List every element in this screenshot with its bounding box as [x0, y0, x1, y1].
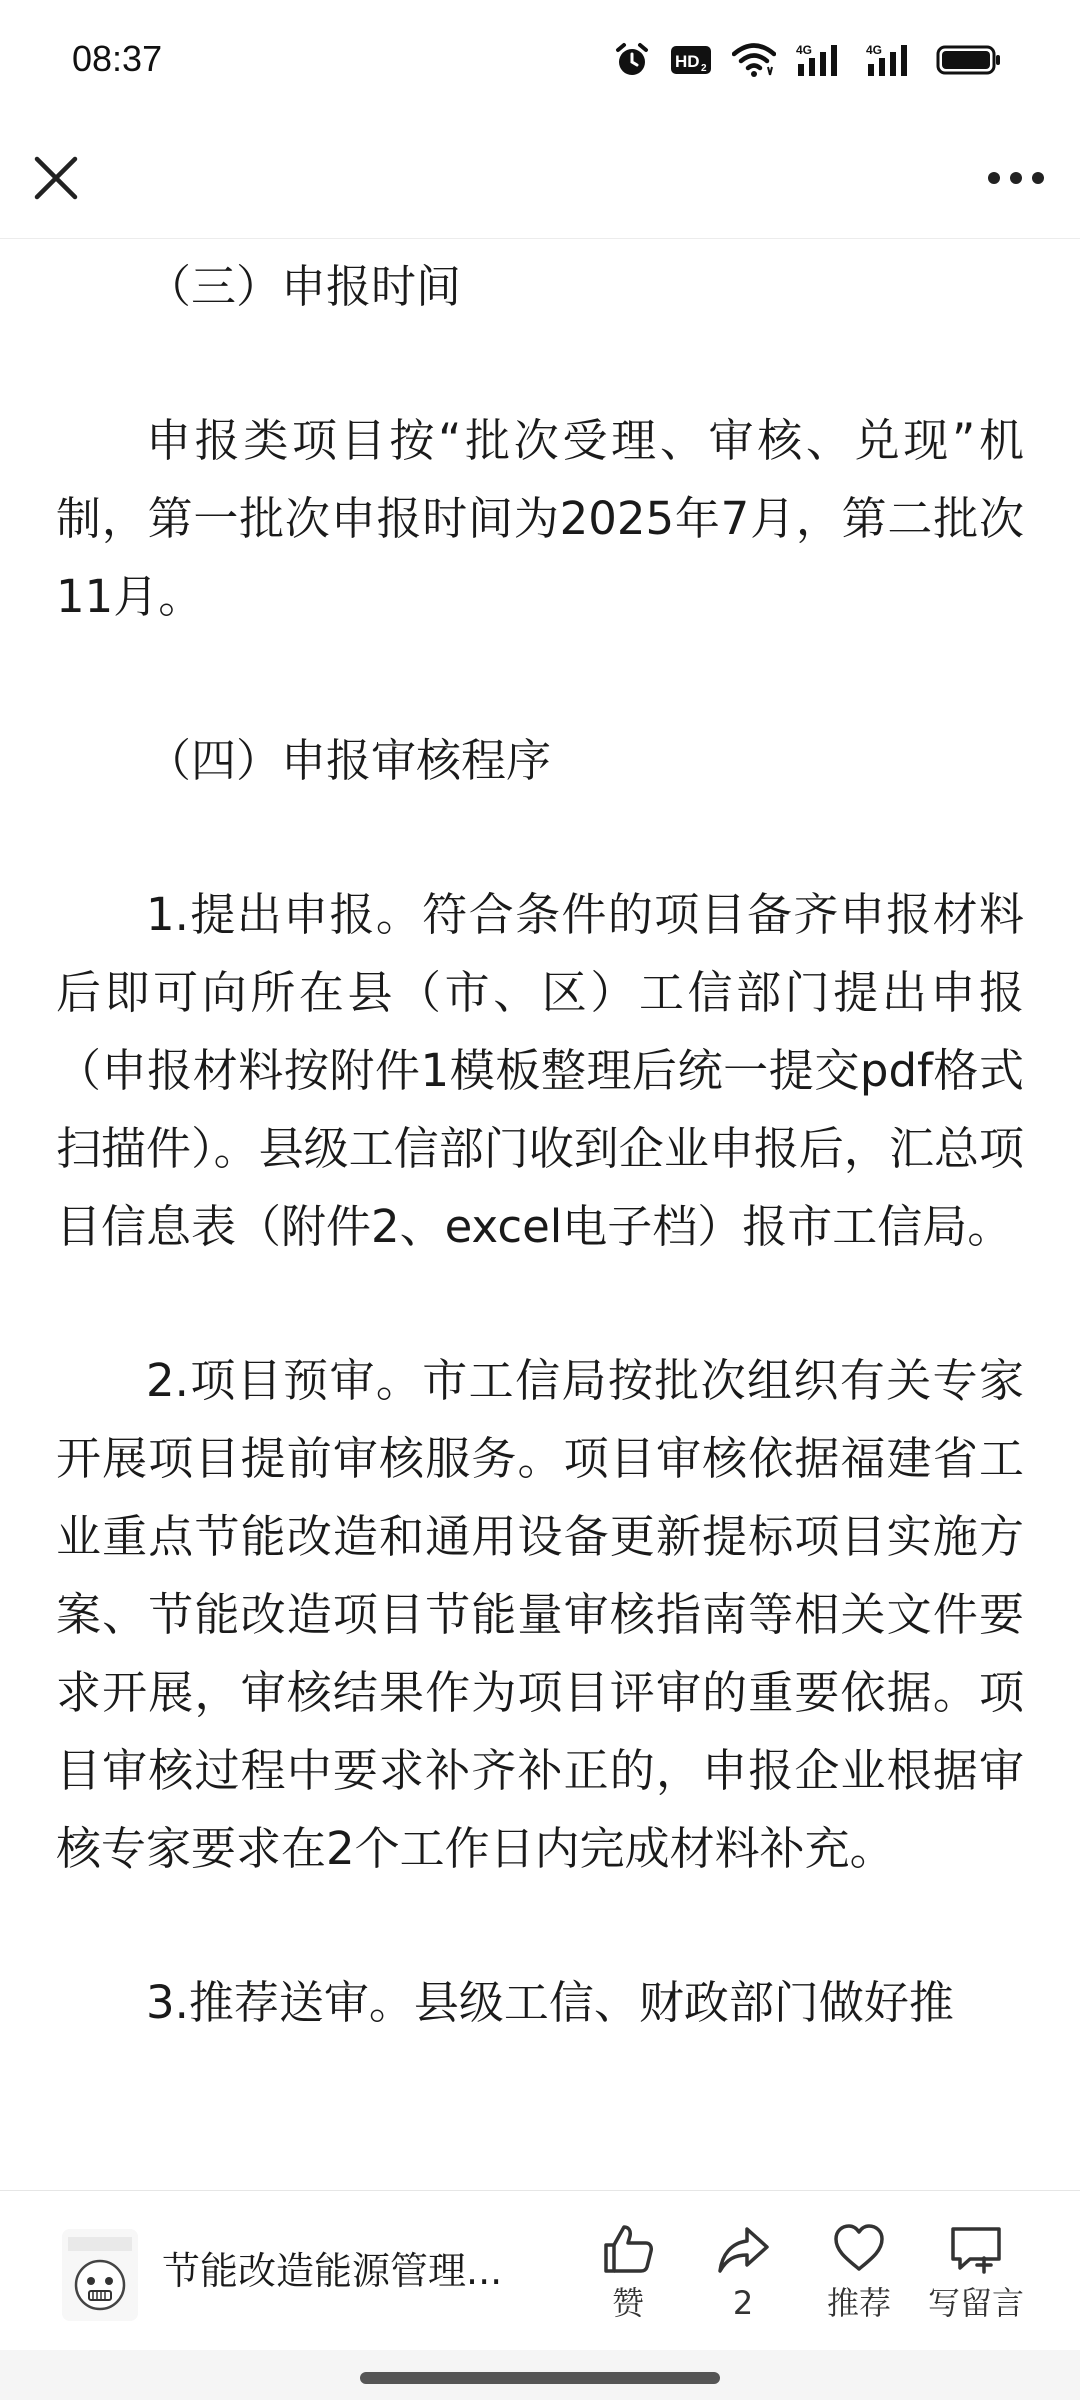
hd-icon [670, 44, 712, 76]
bottom-bar [0, 2190, 1080, 2351]
status-bar [0, 0, 1080, 124]
article-paragraph: 申报类项目按“批次受理、审核、兑现”机制，第一批次申报时间为2025年7月，第二批次11月。 [56, 414, 1024, 623]
article-paragraph: 3.推荐送审。县级工信、财政部门做好推 [146, 1976, 954, 2029]
article-paragraph: 1.提出申报。符合条件的项目备齐申报材料后即可向所在县（市、区）工信部门提出申报（申报材料按附件1模板整理后统一提交pdf格式扫描件）。县级工信部门收到企业申报后，汇总项目信息表（附件2、excel电子档）报市工信局。 [56, 888, 1024, 1253]
wifi-icon [732, 43, 776, 77]
heart-icon [831, 2221, 887, 2277]
signal-4g-icon [866, 42, 916, 78]
alarm-icon [614, 42, 650, 78]
account-name[interactable]: 节能改造能源管理... [162, 2249, 503, 2293]
top-bar [0, 124, 1080, 239]
status-time: 08:37 [72, 38, 163, 79]
like-label: 赞 [611, 2284, 644, 2322]
avatar[interactable] [62, 2229, 138, 2321]
recommend-button[interactable] [804, 2221, 914, 2331]
article-content [56, 238, 1024, 2190]
more-button[interactable] [976, 148, 1056, 208]
gesture-nav-area [0, 2350, 1080, 2400]
comment-button[interactable] [921, 2221, 1031, 2331]
recommend-label: 推荐 [826, 2284, 891, 2322]
status-icons [614, 40, 1002, 80]
share-button[interactable] [688, 2221, 798, 2331]
svg-text:4G: 4G [796, 43, 813, 57]
close-button[interactable] [26, 148, 86, 208]
like-button[interactable] [573, 2221, 683, 2331]
home-indicator[interactable] [360, 2372, 720, 2384]
share-count: 2 [732, 2284, 754, 2322]
comment-icon [948, 2221, 1004, 2277]
signal-4g-icon [796, 42, 846, 78]
close-icon [26, 148, 86, 208]
more-icon [976, 148, 1056, 208]
avatar-image [62, 2229, 138, 2321]
section-heading: （四）申报审核程序 [146, 734, 552, 787]
battery-icon [936, 43, 1002, 77]
section-heading: （三）申报时间 [146, 260, 462, 313]
comment-label: 写留言 [927, 2284, 1024, 2322]
thumbs-up-icon [600, 2221, 656, 2277]
svg-text:4G: 4G [866, 43, 883, 57]
article-paragraph: 2.项目预审。市工信局按批次组织有关专家开展项目提前审核服务。项目审核依据福建省工业重点节能改造和通用设备更新提标项目实施方案、节能改造项目节能量审核指南等相关文件要求开展，审核结果作为项目评审的重要依据。项目审核过程中要求补齐补正的，申报企业根据审核专家要求在2个工作日内完成材料补充。 [56, 1354, 1024, 1875]
svg-text:HD: HD [675, 52, 700, 71]
svg-text:2: 2 [701, 63, 707, 74]
share-icon [715, 2221, 771, 2277]
